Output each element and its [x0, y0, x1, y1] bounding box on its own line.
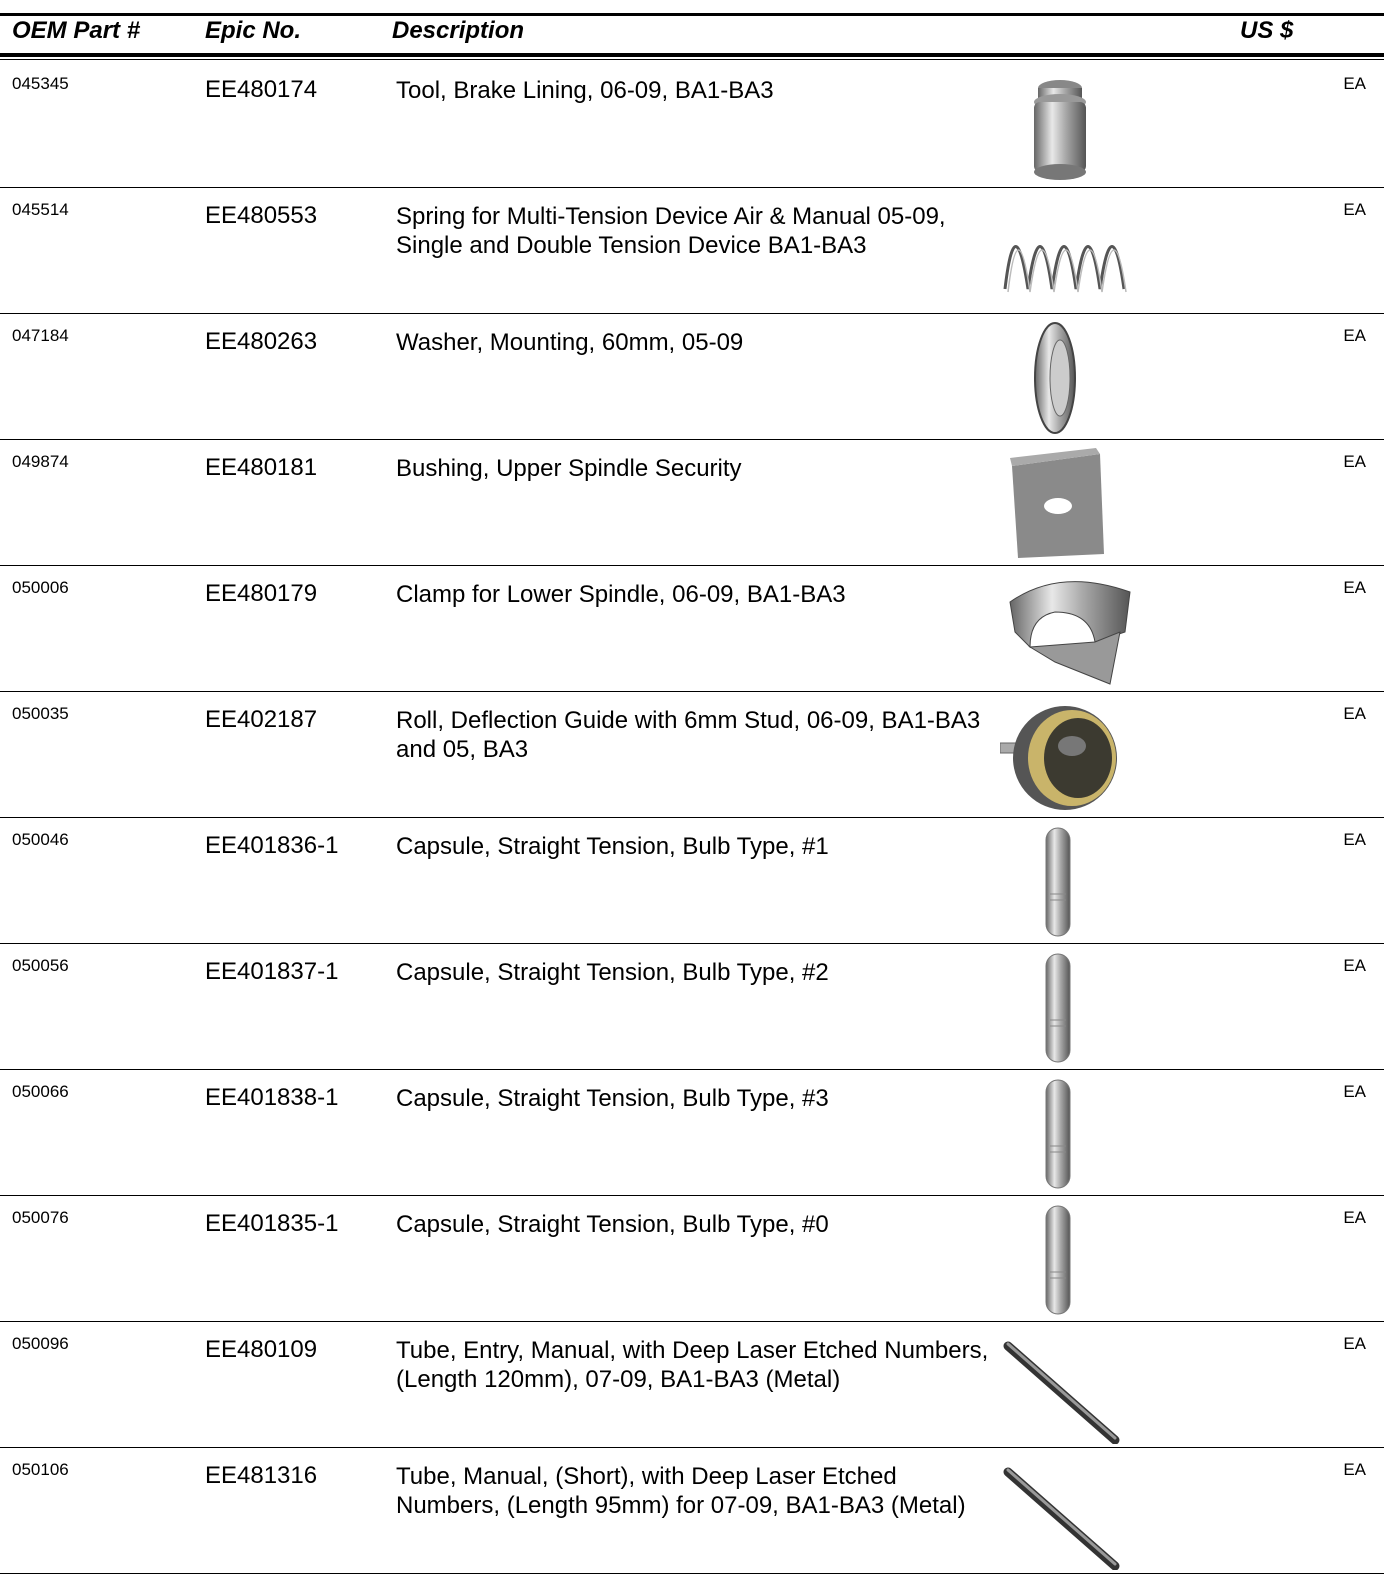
- epic-number: EE401835-1: [205, 1210, 339, 1237]
- oem-part-number: 050046: [12, 830, 69, 849]
- table-row: [0, 692, 1384, 818]
- oem-part-number: 050096: [12, 1334, 69, 1353]
- capsule-image: [1000, 1202, 1150, 1318]
- header-bottom-rule-thin: [0, 59, 1384, 60]
- epic-number: EE401837-1: [205, 958, 339, 985]
- epic-number: EE401836-1: [205, 832, 339, 859]
- unit-of-measure: EA: [1343, 452, 1366, 471]
- washer-image: [1000, 320, 1150, 436]
- part-description: Spring for Multi-Tension Device Air & Manual 05-09, Single and Double Tension Device BA1-BA3: [396, 203, 946, 259]
- roll-image: [1000, 698, 1150, 814]
- part-description: Bushing, Upper Spindle Security: [396, 455, 742, 482]
- oem-part-number: 050106: [12, 1460, 69, 1479]
- tube-image: [1000, 1328, 1150, 1444]
- table-row: [0, 1322, 1384, 1448]
- header-bottom-rule: [0, 53, 1384, 57]
- unit-of-measure: EA: [1343, 1460, 1366, 1479]
- table-row: [0, 1196, 1384, 1322]
- table-row: [0, 62, 1384, 188]
- unit-of-measure: EA: [1343, 704, 1366, 723]
- header-price: US $: [1240, 17, 1294, 44]
- epic-number: EE480174: [205, 76, 318, 103]
- header-top-rule: [0, 13, 1384, 16]
- unit-of-measure: EA: [1343, 1208, 1366, 1227]
- epic-number: EE480109: [205, 1336, 318, 1363]
- epic-number: EE480263: [205, 328, 318, 355]
- table-header: [0, 0, 1384, 62]
- part-description: Tool, Brake Lining, 06-09, BA1-BA3: [396, 77, 774, 104]
- epic-number: EE480553: [205, 202, 318, 229]
- oem-part-number: 050076: [12, 1208, 69, 1227]
- part-description: Washer, Mounting, 60mm, 05-09: [396, 329, 744, 356]
- unit-of-measure: EA: [1343, 326, 1366, 345]
- spring-image: [1000, 194, 1150, 310]
- part-description: Roll, Deflection Guide with 6mm Stud, 06-09, BA1-BA3 and 05, BA3: [396, 707, 981, 763]
- capsule-image: [1000, 824, 1150, 940]
- clamp-image: [1000, 572, 1150, 688]
- header-description: Description: [392, 17, 525, 44]
- part-description: Tube, Manual, (Short), with Deep Laser Etched Numbers, (Length 95mm) for 07-09, BA1-BA3 (Metal): [396, 1463, 966, 1519]
- header-oem-part: OEM Part #: [12, 17, 141, 44]
- part-description: Tube, Entry, Manual, with Deep Laser Etched Numbers, (Length 120mm), 07-09, BA1-BA3 (Metal): [396, 1337, 989, 1393]
- oem-part-number: 050006: [12, 578, 69, 597]
- unit-of-measure: EA: [1343, 1334, 1366, 1353]
- table-row: [0, 566, 1384, 692]
- part-description: Capsule, Straight Tension, Bulb Type, #3: [396, 1085, 829, 1112]
- epic-number: EE481316: [205, 1462, 318, 1489]
- table-row: [0, 440, 1384, 566]
- table-row: [0, 944, 1384, 1070]
- part-description: Capsule, Straight Tension, Bulb Type, #2: [396, 959, 829, 986]
- table-row: [0, 818, 1384, 944]
- oem-part-number: 050056: [12, 956, 69, 975]
- unit-of-measure: EA: [1343, 830, 1366, 849]
- oem-part-number: 045345: [12, 74, 69, 93]
- epic-number: EE480181: [205, 454, 318, 481]
- oem-part-number: 049874: [12, 452, 69, 471]
- unit-of-measure: EA: [1343, 578, 1366, 597]
- table-row: [0, 1448, 1384, 1574]
- oem-part-number: 050035: [12, 704, 69, 723]
- bushing-image: [1000, 446, 1150, 562]
- oem-part-number: 050066: [12, 1082, 69, 1101]
- epic-number: EE480179: [205, 580, 318, 607]
- unit-of-measure: EA: [1343, 956, 1366, 975]
- oem-part-number: 047184: [12, 326, 69, 345]
- header-epic-no: Epic No.: [205, 17, 302, 44]
- table-row: [0, 188, 1384, 314]
- epic-number: EE402187: [205, 706, 318, 733]
- table-row: [0, 314, 1384, 440]
- table-row: [0, 1070, 1384, 1196]
- part-description: Capsule, Straight Tension, Bulb Type, #0: [396, 1211, 829, 1238]
- brake-lining-tool-image: [1000, 68, 1150, 184]
- capsule-image: [1000, 950, 1150, 1066]
- unit-of-measure: EA: [1343, 200, 1366, 219]
- capsule-image: [1000, 1076, 1150, 1192]
- part-description: Clamp for Lower Spindle, 06-09, BA1-BA3: [396, 581, 846, 608]
- oem-part-number: 045514: [12, 200, 69, 219]
- part-description: Capsule, Straight Tension, Bulb Type, #1: [396, 833, 829, 860]
- unit-of-measure: EA: [1343, 1082, 1366, 1101]
- unit-of-measure: EA: [1343, 74, 1366, 93]
- epic-number: EE401838-1: [205, 1084, 339, 1111]
- tube-image: [1000, 1454, 1150, 1570]
